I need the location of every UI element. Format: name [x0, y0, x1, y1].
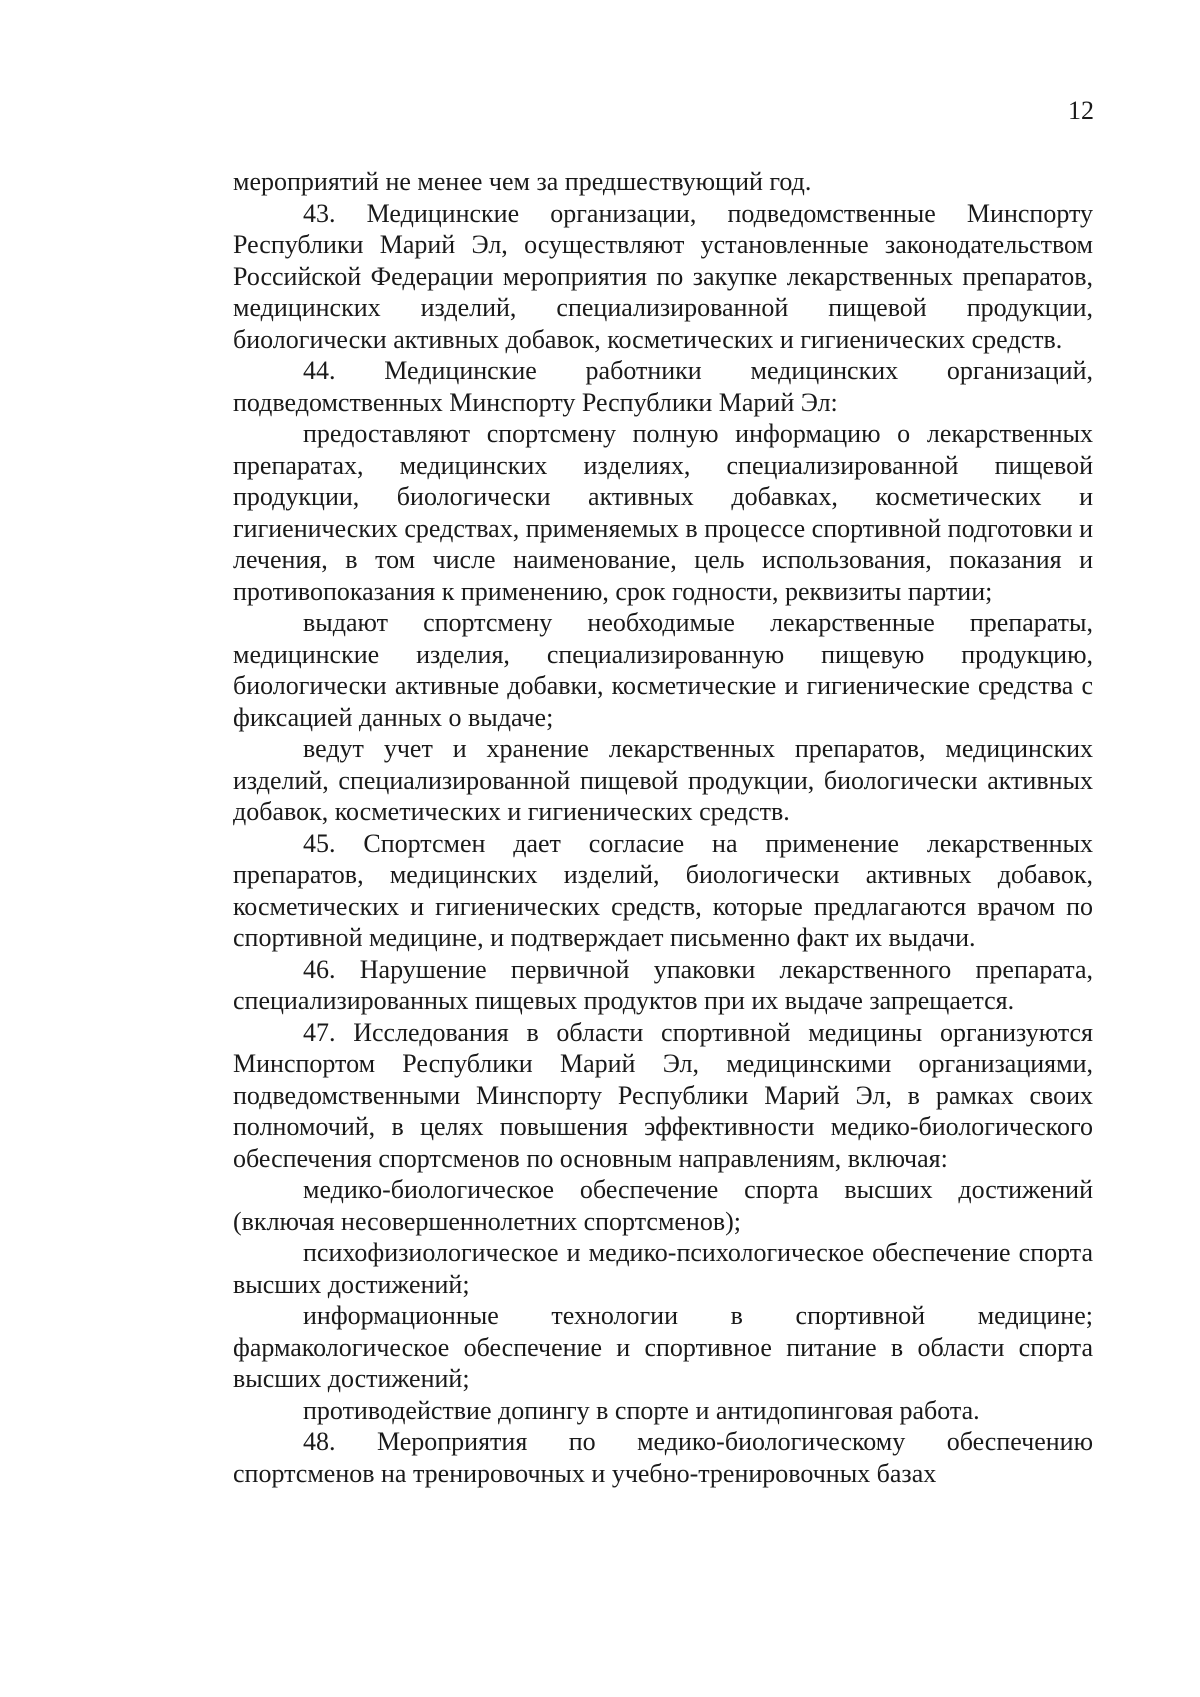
- paragraph-item-47-medical-bio: медико-биологическое обеспечение спорта высших достижений (включая несовершеннолетних спортсменов);: [233, 1175, 1093, 1236]
- paragraph-item-46: 46. Нарушение первичной упаковки лекарственного препарата, специализированных пищевых продуктов при их выдаче запрещается.: [233, 954, 1093, 1015]
- paragraph-item-44-issue: выдают спортсмену необходимые лекарственные препараты, медицинские изделия, специализированную пищевую продукцию, биологически активные добавки, косметические и гигиенические средства с фиксацией данных о выдаче;: [233, 608, 1093, 732]
- paragraph-item-47-it-pharma: информационные технологии в спортивной медицине; фармакологическое обеспечение и спортивное питание в области спорта высших достижений;: [233, 1301, 1093, 1393]
- document-body: [233, 166, 1093, 1489]
- paragraph-item-47-antidoping: противодействие допингу в спорте и антидопинговая работа.: [303, 1395, 980, 1425]
- paragraph-item-44-provide-info: предоставляют спортсмену полную информацию о лекарственных препаратах, медицинских изделиях, специализированной пищевой продукции, биологически активных добавках, косметических и гигиенических средствах, применяемых в процессе спортивной подготовки и лечения, в том числе наименование, цель использования, показания и противопоказания к применению, срок годности, реквизиты партии;: [233, 419, 1093, 606]
- paragraph-item-48: 48. Мероприятия по медико-биологическому обеспечению спортсменов на тренировочных и учебно-тренировочных базах: [233, 1427, 1093, 1488]
- paragraph-continuation: мероприятий не менее чем за предшествующий год.: [233, 167, 812, 196]
- page-number: 12: [1068, 96, 1094, 125]
- paragraph-item-47: 47. Исследования в области спортивной медицины организуются Минспортом Республики Марий Эл, медицинскими организациями, подведомственными Минспорту Республики Марий Эл, в рамках своих полномочий, в целях повышения эффективности медико-биологического обеспечения спортсменов по основным направлениям, включая:: [233, 1017, 1093, 1173]
- paragraph-item-44: 44. Медицинские работники медицинских организаций, подведомственных Минспорту Республики Марий Эл:: [233, 356, 1093, 417]
- paragraph-item-47-psycho: психофизиологическое и медико-психологическое обеспечение спорта высших достижений;: [233, 1238, 1093, 1299]
- paragraph-item-44-records: ведут учет и хранение лекарственных препаратов, медицинских изделий, специализированной пищевой продукции, биологически активных добавок, косметических и гигиенических средств.: [233, 734, 1093, 826]
- paragraph-item-43: 43. Медицинские организации, подведомственные Минспорту Республики Марий Эл, осуществляют установленные законодательством Российской Федерации мероприятия по закупке лекарственных препаратов, медицинских изделий, специализированной пищевой продукции, биологически активных добавок, косметических и гигиенических средств.: [233, 198, 1093, 354]
- paragraph-item-45: 45. Спортсмен дает согласие на применение лекарственных препаратов, медицинских изделий, биологически активных добавок, косметических и гигиенических средств, которые предлагаются врачом по спортивной медицине, и подтверждает письменно факт их выдачи.: [233, 828, 1093, 952]
